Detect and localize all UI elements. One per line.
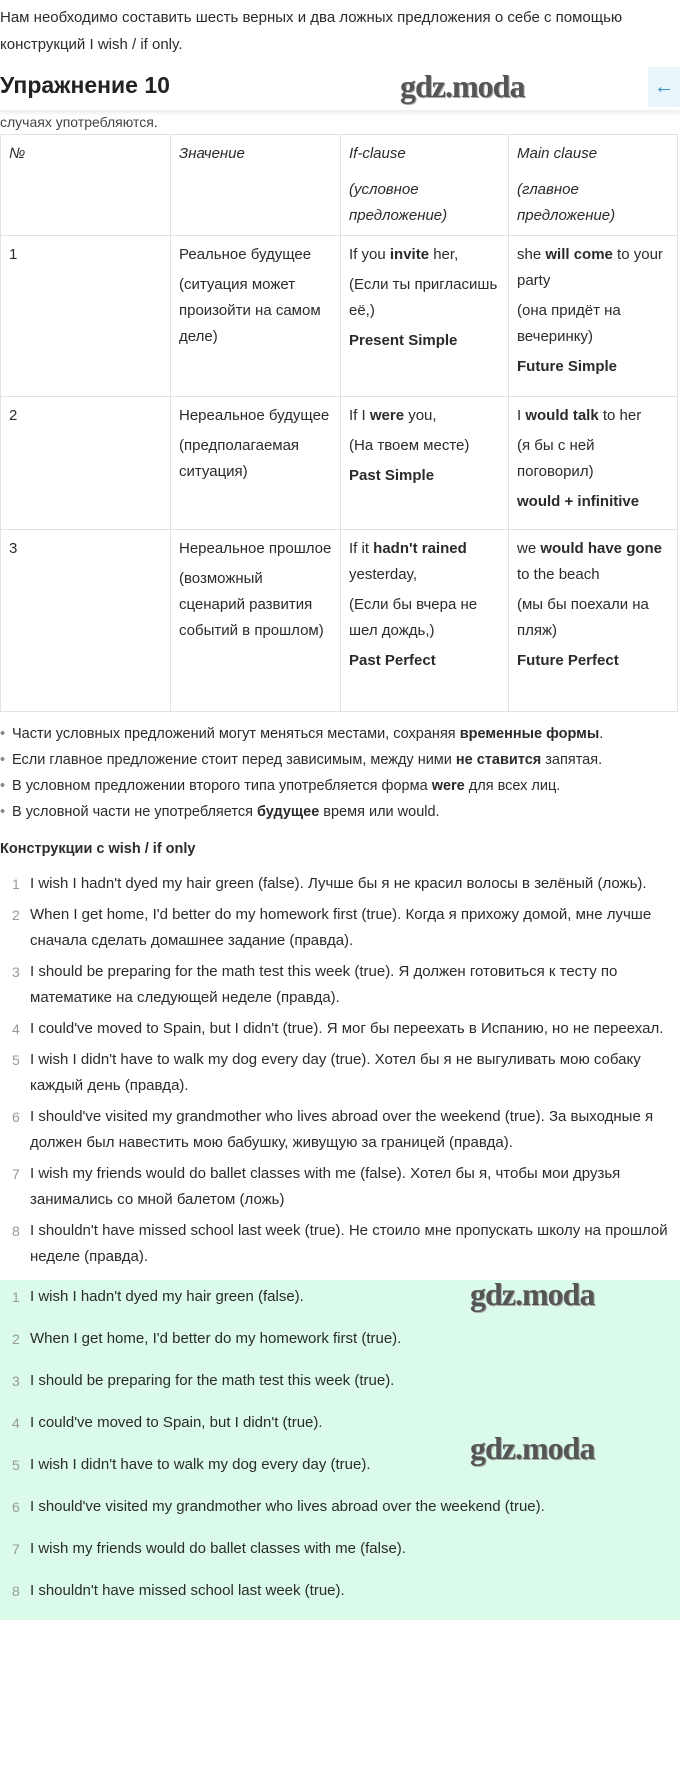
cell-main-clause: we would have gone to the beach (мы бы поехали на пляж) Future Perfect — [509, 530, 678, 712]
cell-number: 2 — [1, 397, 171, 530]
item-text: I wish my friends would do ballet classes with me (false). Хотел бы я, чтобы мои друзья занимались со мной балетом (ложь) — [30, 1165, 621, 1208]
sentence-item — [0, 959, 680, 1011]
item-number: 8 — [12, 1223, 20, 1239]
header-number: № — [1, 135, 171, 236]
cell-if-clause: If you invite her, (Если ты пригласишь её,) Present Simple — [341, 236, 509, 397]
item-text: I should be preparing for the math test this week (true). — [30, 1372, 395, 1389]
rule-item: • В условной части не употребляется будущее время или would. — [0, 802, 680, 823]
conditionals-table — [0, 134, 678, 712]
item-text: I wish I didn't have to walk my dog every day (true). Хотел бы я не выгуливать мою собаку каждый день (правда). — [30, 1051, 641, 1094]
table-header-row — [1, 135, 678, 236]
watermark: gdz.moda — [470, 1276, 595, 1312]
item-text: I wish I didn't have to walk my dog every day (true). — [30, 1456, 371, 1473]
sentence-item — [0, 1016, 680, 1042]
sentence-item — [0, 1047, 680, 1099]
content — [0, 134, 680, 1620]
cell-if-clause: If it hadn't rained yesterday, (Если бы вчера не шел дождь,) Past Perfect — [341, 530, 509, 712]
arrow-left-icon: ← — [654, 76, 674, 98]
item-number: 6 — [12, 1109, 20, 1125]
answer-item — [0, 1370, 394, 1392]
answer-item — [0, 1286, 304, 1308]
item-text: When I get home, I'd better do my homework first (true). — [30, 1330, 402, 1347]
item-text: When I get home, I'd better do my homework first (true). Когда я прихожу домой, мне лучше сначала сделать домашнее задание (правда). — [30, 906, 652, 949]
answer-box — [0, 1276, 680, 1620]
item-number: 1 — [12, 1289, 20, 1305]
sentence-item — [0, 902, 680, 954]
cell-number: 1 — [1, 236, 171, 397]
cell-meaning: Нереальное будущее (предполагаемая ситуация) — [171, 397, 341, 530]
item-text: I should be preparing for the math test this week (true). Я должен готовиться к тесту по математике на следующей неделе (правда). — [30, 963, 618, 1006]
answer-item — [0, 1496, 545, 1518]
back-button[interactable] — [648, 67, 680, 107]
item-text: I could've moved to Spain, but I didn't (true). — [30, 1414, 323, 1431]
answer-item — [0, 1580, 345, 1602]
item-number: 4 — [12, 1021, 20, 1037]
sentences-list — [0, 871, 680, 1270]
rule-item: • В условном предложении второго типа употребляется форма were для всех лиц. — [0, 776, 680, 797]
item-number: 7 — [12, 1166, 20, 1182]
answer-item — [0, 1454, 371, 1476]
item-number: 7 — [12, 1541, 20, 1557]
item-text: I should've visited my grandmother who lives abroad over the weekend (true). — [30, 1498, 545, 1515]
rules-list — [0, 724, 680, 823]
sticky-header — [0, 64, 680, 110]
sentence-item — [0, 1218, 680, 1270]
cell-main-clause: I would talk to her (я бы с ней поговорил) would + infinitive — [509, 397, 678, 530]
header-main-clause: Main clause (главное предложение) — [509, 135, 678, 236]
sentence-item — [0, 1104, 680, 1156]
section-title: Конструкции с wish / if only — [0, 841, 196, 857]
table-row — [1, 236, 678, 397]
item-number: 8 — [12, 1583, 20, 1599]
item-number: 2 — [12, 1331, 20, 1347]
item-number: 5 — [12, 1052, 20, 1068]
header-if-clause: If-clause (условное предложение) — [341, 135, 509, 236]
item-number: 5 — [12, 1457, 20, 1473]
answer-item — [0, 1538, 406, 1560]
watermark: gdz.moda — [400, 68, 525, 104]
table-row — [1, 530, 678, 712]
cell-if-clause: If I were you, (На твоем месте) Past Simple — [341, 397, 509, 530]
cell-main-clause: she will come to your party (она придёт на вечеринку) Future Simple — [509, 236, 678, 397]
item-text: I shouldn't have missed school last week (true). — [30, 1582, 345, 1599]
item-text: I could've moved to Spain, but I didn't (true). Я мог бы переехать в Испанию, но не переехал. — [30, 1020, 664, 1037]
sentence-item — [0, 871, 680, 897]
header-meaning: Значение — [171, 135, 341, 236]
item-number: 2 — [12, 907, 20, 923]
answer-item — [0, 1328, 401, 1350]
item-text: I wish my friends would do ballet classes with me (false). — [30, 1540, 406, 1557]
table-row — [1, 397, 678, 530]
rule-item: • Части условных предложений могут меняться местами, сохраняя временные формы. — [0, 724, 680, 745]
item-number: 6 — [12, 1499, 20, 1515]
item-text: I shouldn't have missed school last week (true). Не стоило мне пропускать школу на прошлой неделе (правда). — [30, 1222, 668, 1265]
clipped-text: случаях употребляются. — [0, 114, 158, 130]
task-description: Нам необходимо составить шесть верных и два ложных предложения о себе с помощью конструкций I wish / if only. — [0, 9, 623, 53]
item-text: I should've visited my grandmother who lives abroad over the weekend (true). За выходные я должен был навестить мою бабушку, живущую за границей (правда). — [30, 1108, 654, 1151]
item-number: 4 — [12, 1415, 20, 1431]
watermark: gdz.moda — [470, 1430, 595, 1466]
item-number: 3 — [12, 964, 20, 980]
answer-item — [0, 1412, 323, 1434]
rule-item: • Если главное предложение стоит перед зависимым, между ними не ставится запятая. — [0, 750, 680, 771]
page-title: Упражнение 10 — [0, 72, 170, 98]
item-number: 1 — [12, 876, 20, 892]
item-text: I wish I hadn't dyed my hair green (false). — [30, 1288, 304, 1305]
item-text: I wish I hadn't dyed my hair green (false). Лучше бы я не красил волосы в зелёный (ложь). — [30, 875, 647, 892]
sentence-item — [0, 1161, 680, 1213]
cell-meaning: Нереальное прошлое (возможный сценарий развития событий в прошлом) — [171, 530, 341, 712]
cell-number: 3 — [1, 530, 171, 712]
item-number: 3 — [12, 1373, 20, 1389]
cell-meaning: Реальное будущее (ситуация может произойти на самом деле) — [171, 236, 341, 397]
